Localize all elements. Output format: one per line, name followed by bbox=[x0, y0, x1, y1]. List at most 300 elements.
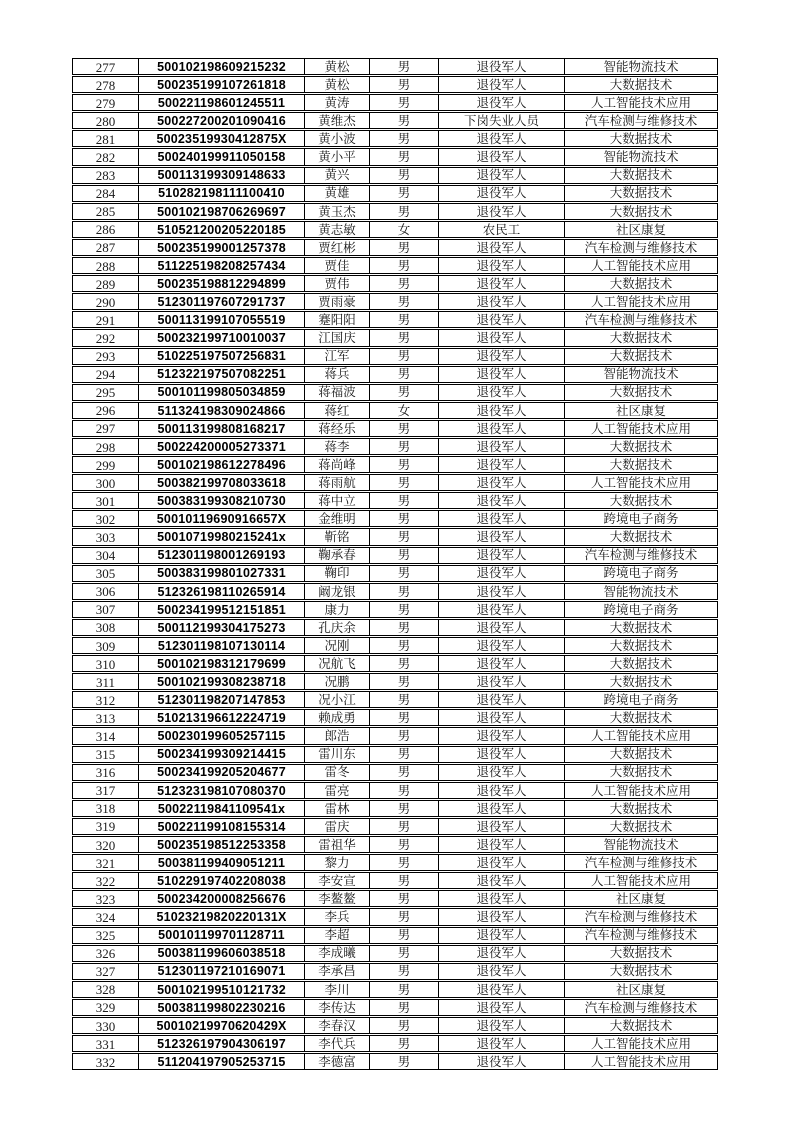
table-row bbox=[72, 420, 718, 437]
program-cell: 人工智能技术应用 bbox=[564, 421, 717, 436]
name-cell: 江军 bbox=[304, 349, 369, 364]
id-number-cell: 512323198107080370 bbox=[138, 783, 304, 798]
gender-cell: 女 bbox=[369, 403, 438, 418]
id-number-cell: 500224200005273371 bbox=[138, 439, 304, 454]
row-number-cell: 284 bbox=[95, 186, 116, 201]
name-cell: 江国庆 bbox=[304, 330, 369, 345]
row-number-cell: 279 bbox=[95, 95, 116, 111]
row-number-cell: 301 bbox=[95, 493, 116, 509]
category-cell: 退役军人 bbox=[438, 909, 564, 924]
program-cell: 汽车检测与维修技术 bbox=[564, 240, 717, 255]
program-cell: 智能物流技术 bbox=[564, 59, 717, 74]
program-cell: 大数据技术 bbox=[564, 656, 717, 671]
program-cell: 大数据技术 bbox=[564, 638, 717, 653]
row-number-cell: 292 bbox=[95, 330, 116, 346]
category-cell: 退役军人 bbox=[438, 855, 564, 870]
row-number-cell: 305 bbox=[95, 566, 116, 581]
category-cell: 退役军人 bbox=[438, 330, 564, 345]
table-row bbox=[72, 1035, 718, 1052]
id-number-cell: 511204197905253715 bbox=[138, 1054, 304, 1069]
gender-cell: 男 bbox=[369, 674, 438, 689]
name-cell: 鞠印 bbox=[304, 566, 369, 581]
name-cell: 李德富 bbox=[304, 1054, 369, 1069]
id-number-cell: 500234200008256676 bbox=[138, 891, 304, 906]
program-cell: 汽车检测与维修技术 bbox=[564, 928, 717, 943]
name-cell: 雷祖华 bbox=[304, 837, 369, 852]
gender-cell: 男 bbox=[369, 1000, 438, 1015]
gender-cell: 男 bbox=[369, 1018, 438, 1033]
row-number-cell: 324 bbox=[95, 909, 116, 925]
category-cell: 退役军人 bbox=[438, 149, 564, 164]
name-cell: 蒋经乐 bbox=[304, 421, 369, 436]
name-cell: 贾佳 bbox=[304, 258, 369, 273]
gender-cell: 男 bbox=[369, 928, 438, 943]
id-number-cell: 500102198706269697 bbox=[138, 204, 304, 219]
name-cell: 李安宣 bbox=[304, 873, 369, 888]
gender-cell: 男 bbox=[369, 692, 438, 707]
program-cell: 智能物流技术 bbox=[564, 367, 717, 382]
table-row bbox=[72, 474, 718, 491]
table-row bbox=[72, 456, 718, 473]
gender-cell: 男 bbox=[369, 349, 438, 364]
category-cell: 退役军人 bbox=[438, 312, 564, 327]
id-number-cell: 510225197507256831 bbox=[138, 349, 304, 364]
category-cell: 退役军人 bbox=[438, 837, 564, 852]
program-cell: 汽车检测与维修技术 bbox=[564, 909, 717, 924]
row-number-cell: 331 bbox=[95, 1036, 116, 1052]
row-number-cell: 329 bbox=[95, 1000, 116, 1015]
program-cell: 智能物流技术 bbox=[564, 837, 717, 852]
id-number-cell: 512322197507082251 bbox=[138, 367, 304, 382]
category-cell: 退役军人 bbox=[438, 186, 564, 201]
name-cell: 李鳌鳌 bbox=[304, 891, 369, 906]
gender-cell: 男 bbox=[369, 439, 438, 454]
category-cell: 下岗失业人员 bbox=[438, 113, 564, 128]
name-cell: 黄玉杰 bbox=[304, 204, 369, 219]
program-cell: 大数据技术 bbox=[564, 493, 717, 508]
id-number-cell: 500221199108155314 bbox=[138, 819, 304, 834]
category-cell: 退役军人 bbox=[438, 638, 564, 653]
program-cell: 大数据技术 bbox=[564, 168, 717, 183]
gender-cell: 男 bbox=[369, 240, 438, 255]
gender-cell: 男 bbox=[369, 819, 438, 834]
table-row bbox=[72, 547, 718, 564]
category-cell: 退役军人 bbox=[438, 801, 564, 816]
category-cell: 退役军人 bbox=[438, 439, 564, 454]
row-number-cell: 325 bbox=[95, 928, 116, 943]
program-cell: 大数据技术 bbox=[564, 276, 717, 291]
row-number-cell: 318 bbox=[95, 801, 116, 816]
program-cell: 汽车检测与维修技术 bbox=[564, 1000, 717, 1015]
gender-cell: 男 bbox=[369, 204, 438, 219]
category-cell: 退役军人 bbox=[438, 728, 564, 743]
row-number-cell: 297 bbox=[95, 421, 116, 436]
name-cell: 黎力 bbox=[304, 855, 369, 870]
program-cell: 汽车检测与维修技术 bbox=[564, 312, 717, 327]
row-number-cell: 328 bbox=[95, 982, 116, 997]
table-row bbox=[72, 112, 718, 129]
program-cell: 大数据技术 bbox=[564, 349, 717, 364]
category-cell: 退役军人 bbox=[438, 493, 564, 508]
row-number-cell: 293 bbox=[95, 349, 116, 364]
program-cell: 社区康复 bbox=[564, 982, 717, 997]
program-cell: 汽车检测与维修技术 bbox=[564, 548, 717, 563]
id-number-cell: 512301197210169071 bbox=[138, 964, 304, 979]
table-row bbox=[72, 76, 718, 93]
table-row bbox=[72, 872, 718, 889]
program-cell: 社区康复 bbox=[564, 403, 717, 418]
name-cell: 李成曦 bbox=[304, 946, 369, 961]
name-cell: 贾雨豪 bbox=[304, 294, 369, 309]
gender-cell: 男 bbox=[369, 620, 438, 635]
name-cell: 黄小波 bbox=[304, 131, 369, 146]
gender-cell: 男 bbox=[369, 131, 438, 146]
id-number-cell: 500235199001257378 bbox=[138, 240, 304, 255]
row-number-cell: 294 bbox=[95, 367, 116, 382]
id-number-cell: 500102199308238718 bbox=[138, 674, 304, 689]
program-cell: 大数据技术 bbox=[564, 747, 717, 762]
row-number-cell: 289 bbox=[95, 276, 116, 292]
gender-cell: 男 bbox=[369, 873, 438, 888]
category-cell: 退役军人 bbox=[438, 1018, 564, 1033]
program-cell: 大数据技术 bbox=[564, 964, 717, 979]
category-cell: 退役军人 bbox=[438, 674, 564, 689]
gender-cell: 男 bbox=[369, 457, 438, 472]
id-number-cell: 500234199512151851 bbox=[138, 602, 304, 617]
id-number-cell: 500234199205204677 bbox=[138, 765, 304, 780]
category-cell: 退役军人 bbox=[438, 964, 564, 979]
name-cell: 李春汉 bbox=[304, 1018, 369, 1033]
table-row bbox=[72, 927, 718, 944]
name-cell: 黄小平 bbox=[304, 149, 369, 164]
row-number-cell: 317 bbox=[95, 783, 116, 798]
name-cell: 蒋兵 bbox=[304, 367, 369, 382]
gender-cell: 男 bbox=[369, 258, 438, 273]
table-row bbox=[72, 492, 718, 509]
program-cell: 跨境电子商务 bbox=[564, 602, 717, 617]
category-cell: 退役军人 bbox=[438, 946, 564, 961]
row-number-cell: 307 bbox=[95, 602, 116, 617]
name-cell: 李承昌 bbox=[304, 964, 369, 979]
table-row bbox=[72, 963, 718, 980]
name-cell: 况刚 bbox=[304, 638, 369, 653]
name-cell: 蒋尚峰 bbox=[304, 457, 369, 472]
row-number-cell: 288 bbox=[95, 258, 116, 274]
program-cell: 大数据技术 bbox=[564, 77, 717, 92]
row-number-cell: 326 bbox=[95, 946, 116, 961]
gender-cell: 男 bbox=[369, 982, 438, 997]
row-number-cell: 295 bbox=[95, 385, 116, 400]
gender-cell: 男 bbox=[369, 330, 438, 345]
table-row bbox=[72, 709, 718, 726]
name-cell: 贾伟 bbox=[304, 276, 369, 291]
table-row bbox=[72, 945, 718, 962]
gender-cell: 男 bbox=[369, 59, 438, 74]
table-row bbox=[72, 329, 718, 346]
gender-cell: 女 bbox=[369, 222, 438, 237]
id-number-cell: 512301198001269193 bbox=[138, 548, 304, 563]
gender-cell: 男 bbox=[369, 783, 438, 798]
row-number-cell: 327 bbox=[95, 964, 116, 979]
table-row bbox=[72, 691, 718, 708]
row-number-cell: 299 bbox=[95, 457, 116, 473]
id-number-cell: 500230199605257115 bbox=[138, 728, 304, 743]
category-cell: 农民工 bbox=[438, 222, 564, 237]
category-cell: 退役军人 bbox=[438, 131, 564, 146]
id-number-cell: 50010719980215241x bbox=[138, 529, 304, 544]
table-row bbox=[72, 999, 718, 1016]
name-cell: 蒋李 bbox=[304, 439, 369, 454]
table-row bbox=[72, 1017, 718, 1034]
id-number-cell: 511225198208257434 bbox=[138, 258, 304, 273]
program-cell: 大数据技术 bbox=[564, 385, 717, 400]
row-number-cell: 302 bbox=[95, 511, 116, 527]
category-cell: 退役军人 bbox=[438, 692, 564, 707]
category-cell: 退役军人 bbox=[438, 168, 564, 183]
id-number-cell: 510229197402208038 bbox=[138, 873, 304, 888]
row-number-cell: 290 bbox=[95, 294, 116, 310]
id-number-cell: 500381199606038518 bbox=[138, 946, 304, 961]
gender-cell: 男 bbox=[369, 95, 438, 110]
category-cell: 退役军人 bbox=[438, 819, 564, 834]
gender-cell: 男 bbox=[369, 1054, 438, 1069]
table-row bbox=[72, 528, 718, 545]
gender-cell: 男 bbox=[369, 475, 438, 490]
id-number-cell: 500113199107055519 bbox=[138, 312, 304, 327]
name-cell: 雷亮 bbox=[304, 783, 369, 798]
id-number-cell: 500227200201090416 bbox=[138, 113, 304, 128]
name-cell: 蒋福波 bbox=[304, 385, 369, 400]
gender-cell: 男 bbox=[369, 584, 438, 599]
id-number-cell: 512301197607291737 bbox=[138, 294, 304, 309]
program-cell: 大数据技术 bbox=[564, 330, 717, 345]
id-number-cell: 500102198609215232 bbox=[138, 59, 304, 74]
program-cell: 跨境电子商务 bbox=[564, 566, 717, 581]
category-cell: 退役军人 bbox=[438, 873, 564, 888]
row-number-cell: 280 bbox=[95, 113, 116, 129]
row-number-cell: 304 bbox=[95, 548, 116, 563]
id-number-cell: 50010219970620429X bbox=[138, 1018, 304, 1033]
table-row bbox=[72, 58, 718, 75]
program-cell: 大数据技术 bbox=[564, 1018, 717, 1033]
category-cell: 退役军人 bbox=[438, 602, 564, 617]
row-number-cell: 312 bbox=[95, 692, 116, 708]
id-number-cell: 500112199304175273 bbox=[138, 620, 304, 635]
table-row bbox=[72, 203, 718, 220]
gender-cell: 男 bbox=[369, 168, 438, 183]
table-row bbox=[72, 384, 718, 401]
category-cell: 退役军人 bbox=[438, 77, 564, 92]
category-cell: 退役军人 bbox=[438, 783, 564, 798]
id-number-cell: 510521200205220185 bbox=[138, 222, 304, 237]
name-cell: 况小江 bbox=[304, 692, 369, 707]
name-cell: 雷川东 bbox=[304, 747, 369, 762]
program-cell: 大数据技术 bbox=[564, 710, 717, 725]
table-row bbox=[72, 293, 718, 310]
category-cell: 退役军人 bbox=[438, 385, 564, 400]
name-cell: 黄松 bbox=[304, 59, 369, 74]
name-cell: 雷林 bbox=[304, 801, 369, 816]
row-number-cell: 319 bbox=[95, 819, 116, 835]
name-cell: 康力 bbox=[304, 602, 369, 617]
category-cell: 退役军人 bbox=[438, 710, 564, 725]
id-number-cell: 500102198312179699 bbox=[138, 656, 304, 671]
name-cell: 赖成勇 bbox=[304, 710, 369, 725]
row-number-cell: 298 bbox=[95, 439, 116, 455]
row-number-cell: 291 bbox=[95, 312, 116, 328]
category-cell: 退役军人 bbox=[438, 240, 564, 255]
category-cell: 退役军人 bbox=[438, 982, 564, 997]
gender-cell: 男 bbox=[369, 964, 438, 979]
category-cell: 退役军人 bbox=[438, 511, 564, 526]
program-cell: 人工智能技术应用 bbox=[564, 475, 717, 490]
table-row bbox=[72, 366, 718, 383]
category-cell: 退役军人 bbox=[438, 656, 564, 671]
row-number-cell: 321 bbox=[95, 855, 116, 871]
table-row bbox=[72, 257, 718, 274]
name-cell: 黄志敏 bbox=[304, 222, 369, 237]
name-cell: 金维明 bbox=[304, 511, 369, 526]
category-cell: 退役军人 bbox=[438, 1036, 564, 1051]
gender-cell: 男 bbox=[369, 529, 438, 544]
name-cell: 况航飞 bbox=[304, 656, 369, 671]
table-row bbox=[72, 583, 718, 600]
table-row bbox=[72, 239, 718, 256]
gender-cell: 男 bbox=[369, 946, 438, 961]
table-row bbox=[72, 908, 718, 925]
row-number-cell: 316 bbox=[95, 765, 116, 780]
row-number-cell: 310 bbox=[95, 656, 116, 672]
category-cell: 退役军人 bbox=[438, 421, 564, 436]
id-number-cell: 50010119690916657X bbox=[138, 511, 304, 526]
row-number-cell: 286 bbox=[95, 222, 116, 237]
table-row bbox=[72, 1053, 718, 1070]
id-number-cell: 50023519930412875X bbox=[138, 131, 304, 146]
table-row bbox=[72, 148, 718, 165]
gender-cell: 男 bbox=[369, 511, 438, 526]
category-cell: 退役军人 bbox=[438, 276, 564, 291]
category-cell: 退役军人 bbox=[438, 548, 564, 563]
program-cell: 社区康复 bbox=[564, 222, 717, 237]
table-row bbox=[72, 348, 718, 365]
category-cell: 退役军人 bbox=[438, 59, 564, 74]
table-row bbox=[72, 275, 718, 292]
program-cell: 大数据技术 bbox=[564, 204, 717, 219]
program-cell: 智能物流技术 bbox=[564, 149, 717, 164]
name-cell: 郎浩 bbox=[304, 728, 369, 743]
table-row bbox=[72, 510, 718, 527]
table-row bbox=[72, 818, 718, 835]
id-number-cell: 500381199409051211 bbox=[138, 855, 304, 870]
program-cell: 人工智能技术应用 bbox=[564, 1036, 717, 1051]
id-number-cell: 500102198612278496 bbox=[138, 457, 304, 472]
id-number-cell: 500101199805034859 bbox=[138, 385, 304, 400]
category-cell: 退役军人 bbox=[438, 294, 564, 309]
row-number-cell: 283 bbox=[95, 168, 116, 183]
row-number-cell: 309 bbox=[95, 638, 116, 654]
row-number-cell: 330 bbox=[95, 1018, 116, 1034]
name-cell: 黄兴 bbox=[304, 168, 369, 183]
program-cell: 人工智能技术应用 bbox=[564, 294, 717, 309]
row-number-cell: 278 bbox=[95, 77, 116, 93]
program-cell: 大数据技术 bbox=[564, 674, 717, 689]
id-number-cell: 500235198512253358 bbox=[138, 837, 304, 852]
category-cell: 退役军人 bbox=[438, 928, 564, 943]
category-cell: 退役军人 bbox=[438, 529, 564, 544]
id-number-cell: 512326197904306197 bbox=[138, 1036, 304, 1051]
program-cell: 人工智能技术应用 bbox=[564, 95, 717, 110]
table-row bbox=[72, 854, 718, 871]
gender-cell: 男 bbox=[369, 747, 438, 762]
id-number-cell: 500221198601245511 bbox=[138, 95, 304, 110]
table-row bbox=[72, 167, 718, 184]
category-cell: 退役军人 bbox=[438, 566, 564, 581]
id-number-cell: 500381199802230216 bbox=[138, 1000, 304, 1015]
gender-cell: 男 bbox=[369, 312, 438, 327]
row-number-cell: 308 bbox=[95, 620, 116, 635]
program-cell: 大数据技术 bbox=[564, 131, 717, 146]
table-row bbox=[72, 836, 718, 853]
id-number-cell: 510282198111100410 bbox=[138, 186, 304, 201]
category-cell: 退役军人 bbox=[438, 891, 564, 906]
name-cell: 雷冬 bbox=[304, 765, 369, 780]
name-cell: 鞠承春 bbox=[304, 548, 369, 563]
row-number-cell: 285 bbox=[95, 204, 116, 219]
gender-cell: 男 bbox=[369, 77, 438, 92]
id-number-cell: 500383199308210730 bbox=[138, 493, 304, 508]
gender-cell: 男 bbox=[369, 837, 438, 852]
program-cell: 人工智能技术应用 bbox=[564, 873, 717, 888]
row-number-cell: 313 bbox=[95, 710, 116, 726]
table-row bbox=[72, 565, 718, 582]
gender-cell: 男 bbox=[369, 149, 438, 164]
program-cell: 大数据技术 bbox=[564, 457, 717, 472]
table-row bbox=[72, 402, 718, 419]
category-cell: 退役军人 bbox=[438, 765, 564, 780]
gender-cell: 男 bbox=[369, 493, 438, 508]
gender-cell: 男 bbox=[369, 602, 438, 617]
program-cell: 大数据技术 bbox=[564, 186, 717, 201]
name-cell: 孔庆余 bbox=[304, 620, 369, 635]
id-number-cell: 51023219820220131X bbox=[138, 909, 304, 924]
gender-cell: 男 bbox=[369, 765, 438, 780]
program-cell: 跨境电子商务 bbox=[564, 511, 717, 526]
category-cell: 退役军人 bbox=[438, 349, 564, 364]
row-number-cell: 332 bbox=[95, 1054, 116, 1070]
category-cell: 退役军人 bbox=[438, 475, 564, 490]
name-cell: 李代兵 bbox=[304, 1036, 369, 1051]
table-row bbox=[72, 619, 718, 636]
table-row bbox=[72, 655, 718, 672]
program-cell: 人工智能技术应用 bbox=[564, 728, 717, 743]
name-cell: 贾红彬 bbox=[304, 240, 369, 255]
program-cell: 大数据技术 bbox=[564, 765, 717, 780]
row-number-cell: 314 bbox=[95, 729, 116, 744]
program-cell: 人工智能技术应用 bbox=[564, 783, 717, 798]
gender-cell: 男 bbox=[369, 294, 438, 309]
program-cell: 大数据技术 bbox=[564, 439, 717, 454]
gender-cell: 男 bbox=[369, 186, 438, 201]
gender-cell: 男 bbox=[369, 367, 438, 382]
table-row bbox=[72, 981, 718, 998]
table-row bbox=[72, 185, 718, 202]
row-number-cell: 315 bbox=[95, 747, 116, 762]
program-cell: 大数据技术 bbox=[564, 529, 717, 544]
table-row bbox=[72, 601, 718, 618]
table-row bbox=[72, 746, 718, 763]
row-number-cell: 311 bbox=[95, 674, 116, 690]
gender-cell: 男 bbox=[369, 113, 438, 128]
